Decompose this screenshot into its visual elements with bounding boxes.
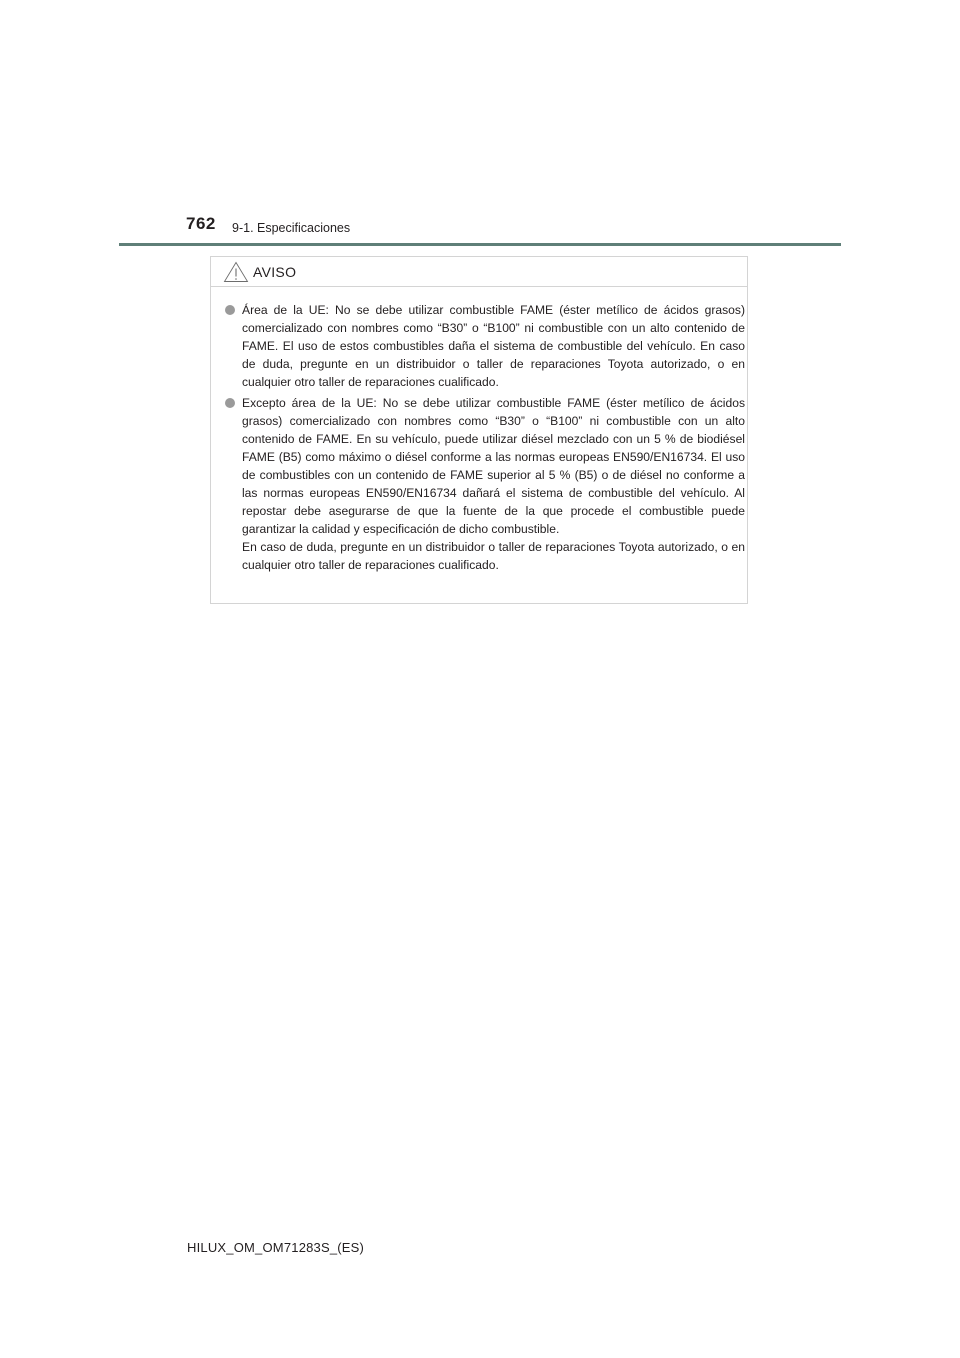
warning-item-text: Excepto área de la UE: No se debe utilizar combustible FAME (éster metílico de ácidos grasos) comercializado con nombres como “B30” o “B100” ni combustible con un alto contenido de FAME. En su vehículo, puede utilizar diésel mezclado con un 5 % de biodiésel FAME (B5) como máximo o diésel conforme a las normas europeas EN590/EN16734. El uso de combustibles con un contenido de FAME superior al 5 % (B5) o de diésel no conforme a las normas europeas EN590/EN16734 dañará el sistema de combustible del vehículo. Al repostar debe asegurarse de que la fuente de la que procede el combustible puede garantizar la calidad y especificación de dicho combustible. [242,396,745,536]
warning-triangle-icon [223,261,249,283]
warning-item-text: Área de la UE: No se debe utilizar combustible FAME (éster metílico de ácidos grasos) comercializado con nombres como “B30” o “B100” ni combustible con un alto contenido de FAME. El uso de estos combustibles daña el sistema de combustible del vehículo. En caso de duda, pregunte en un distribuidor o taller de reparaciones Toyota autorizado, o en cualquier otro taller de reparaciones cualificado. [242,303,745,389]
warning-title: AVISO [253,264,297,280]
warning-item-continuation: En caso de duda, pregunte en un distribuidor o taller de reparaciones Toyota autorizado, o en cualquier otro taller de reparaciones cualificado. [242,540,745,572]
document-code: HILUX_OM_OM71283S_(ES) [187,1240,365,1255]
warning-box [210,256,748,604]
warning-item-non-eu [225,394,745,574]
bullet-icon [225,398,235,408]
warning-item-eu [225,301,745,391]
page-number: 762 [186,214,216,233]
bullet-icon [225,305,235,315]
warning-body [225,301,745,577]
warning-header [211,257,747,287]
header-rule [119,243,841,246]
section-title: 9-1. Especificaciones [232,221,351,235]
